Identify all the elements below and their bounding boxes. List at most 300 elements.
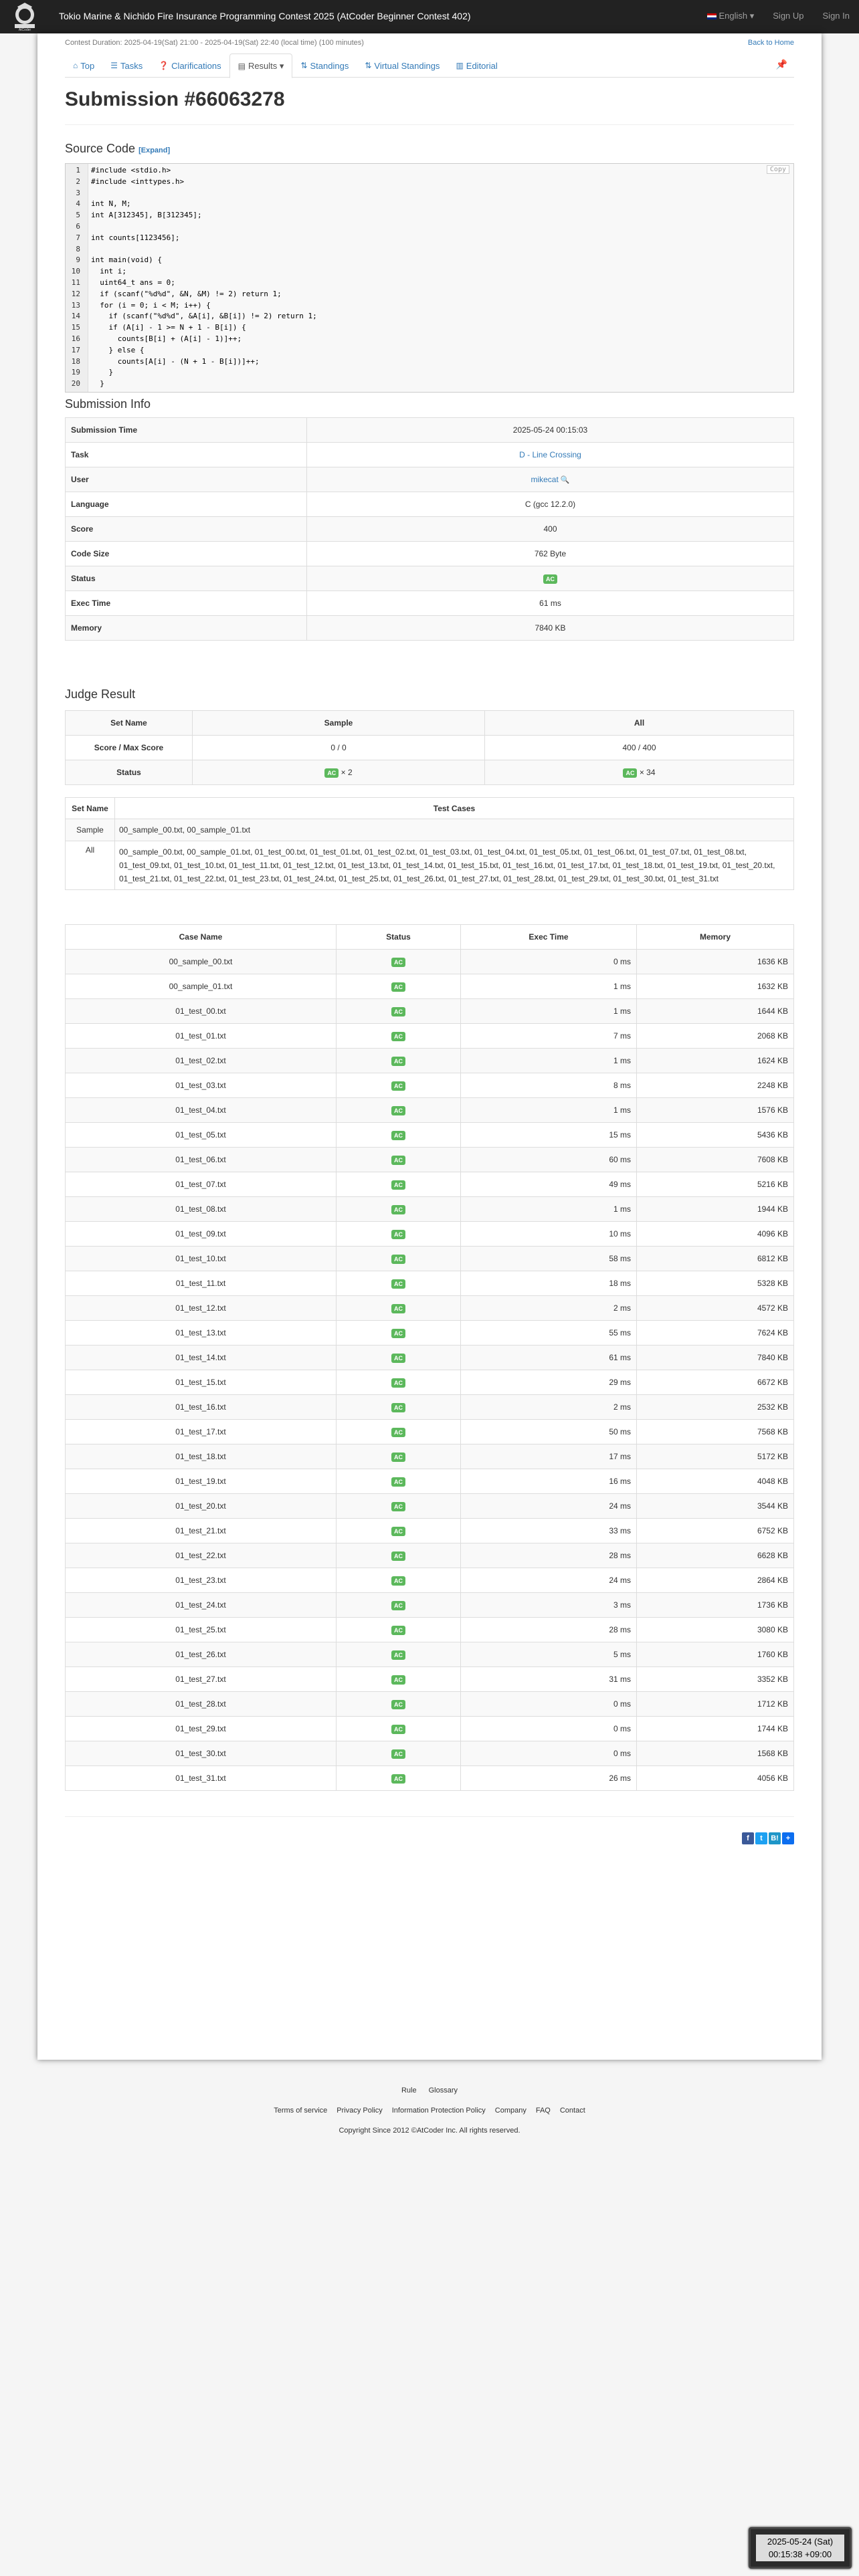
case-memory: 4572 KB: [637, 1296, 794, 1321]
sort-icon: ⇅: [300, 61, 308, 70]
ac-badge[interactable]: AC: [391, 958, 405, 967]
case-name: 01_test_31.txt: [66, 1766, 337, 1791]
line-number: 1: [76, 166, 80, 175]
code-text: if (A[i] - 1 >= N + 1 - B[i]) {: [91, 323, 246, 332]
case-memory: 6628 KB: [637, 1543, 794, 1568]
ac-badge[interactable]: AC: [391, 1255, 405, 1264]
table-row: [66, 418, 794, 443]
ac-badge[interactable]: AC: [391, 1180, 405, 1190]
case-name: 01_test_30.txt: [66, 1741, 337, 1766]
language-dropdown[interactable]: English ▾: [707, 11, 754, 21]
case-status: [337, 1222, 461, 1247]
table-header: Status: [337, 925, 461, 950]
case-name: 01_test_23.txt: [66, 1568, 337, 1593]
case-exec-time: 2 ms: [461, 1296, 637, 1321]
ac-badge[interactable]: AC: [391, 1354, 405, 1363]
svg-text:AtCoder: AtCoder: [18, 28, 31, 32]
case-status: [337, 1741, 461, 1766]
info-value: [307, 443, 794, 467]
table-row: [66, 1568, 794, 1593]
line-number: 4: [76, 199, 80, 209]
code-text: counts[A[i] - (N + 1 - B[i])]++;: [91, 356, 260, 366]
table-row: [66, 999, 794, 1024]
table-row: [66, 566, 794, 591]
table-row: [66, 1395, 794, 1420]
case-memory: 2068 KB: [637, 1024, 794, 1049]
code-line: [66, 278, 793, 288]
case-memory: 7608 KB: [637, 1148, 794, 1172]
code-text: }: [91, 379, 104, 389]
case-status: [337, 974, 461, 999]
ac-badge[interactable]: AC: [391, 1205, 405, 1214]
case-memory: 3352 KB: [637, 1667, 794, 1692]
code-text: int counts[1123456];: [91, 233, 180, 242]
case-exec-time: 61 ms: [461, 1346, 637, 1370]
footer-link-company[interactable]: Company: [494, 2107, 527, 2115]
case-status: [337, 1049, 461, 1073]
case-exec-time: 0 ms: [461, 1717, 637, 1741]
case-memory: 5172 KB: [637, 1444, 794, 1469]
status-all: AC × 34: [485, 760, 794, 785]
ac-badge[interactable]: AC: [623, 768, 637, 778]
top-navbar: [0, 0, 859, 33]
footer-link-contact[interactable]: Contact: [559, 2107, 585, 2115]
user-link[interactable]: mikecat: [531, 475, 559, 484]
case-name: 01_test_22.txt: [66, 1543, 337, 1568]
tab-results[interactable]: ▤ Results ▾: [229, 53, 293, 78]
footer-links-secondary: [0, 2107, 859, 2115]
tab-tasks[interactable]: ☰ Tasks: [110, 60, 143, 71]
info-value: 61 ms: [307, 591, 794, 616]
line-number: 8: [76, 244, 80, 253]
book-icon: ▥: [456, 61, 464, 70]
case-status: [337, 1197, 461, 1222]
case-exec-time: 8 ms: [461, 1073, 637, 1098]
table-row: [66, 1494, 794, 1519]
case-status: [337, 1370, 461, 1395]
set-name: All: [66, 841, 115, 890]
table-header-row: [66, 798, 794, 819]
case-exec-time: 0 ms: [461, 1741, 637, 1766]
table-row: [66, 974, 794, 999]
test-set-table: [65, 797, 794, 890]
info-label: Task: [66, 443, 307, 467]
case-status: [337, 1420, 461, 1444]
status-sample: AC × 2: [193, 760, 485, 785]
table-row: [66, 1642, 794, 1667]
ac-badge[interactable]: AC: [391, 1749, 405, 1759]
code-text: uint64_t ans = 0;: [91, 278, 175, 287]
code-line: [66, 379, 793, 389]
table-row: [66, 1123, 794, 1148]
case-exec-time: 15 ms: [461, 1123, 637, 1148]
code-line: [66, 177, 793, 187]
table-row: [66, 1098, 794, 1123]
line-number: 3: [76, 188, 80, 197]
case-status: [337, 1073, 461, 1098]
line-number: 2: [76, 177, 80, 186]
info-label: Submission Time: [66, 418, 307, 443]
ac-badge[interactable]: AC: [391, 1081, 405, 1091]
ac-badge[interactable]: AC: [391, 1502, 405, 1511]
tab-clarifications[interactable]: ❓ Clarifications: [159, 60, 221, 71]
code-line: [66, 346, 793, 355]
hatena-icon[interactable]: B!: [769, 1832, 781, 1844]
footer-link-glossary[interactable]: Glossary: [428, 2086, 458, 2095]
table-row: [66, 1420, 794, 1444]
ac-badge[interactable]: AC: [391, 1774, 405, 1784]
twitter-icon[interactable]: t: [755, 1832, 767, 1844]
code-line: [66, 323, 793, 332]
ac-badge[interactable]: AC: [391, 1304, 405, 1313]
code-line: [66, 357, 793, 366]
code-line: [66, 255, 793, 265]
case-status: [337, 1098, 461, 1123]
table-row: [66, 819, 794, 841]
table-row: [66, 1370, 794, 1395]
main-container: [37, 33, 822, 2060]
case-exec-time: 29 ms: [461, 1370, 637, 1395]
table-row: [66, 1049, 794, 1073]
case-status: [337, 1642, 461, 1667]
book-icon: ▤: [237, 61, 246, 71]
case-name: 00_sample_01.txt: [66, 974, 337, 999]
clock-time: 00:15:38 +09:00: [768, 2549, 832, 2559]
case-memory: 1568 KB: [637, 1741, 794, 1766]
case-exec-time: 5 ms: [461, 1642, 637, 1667]
source-code-box: [65, 163, 794, 393]
row-label: Status: [66, 760, 193, 785]
table-row: [66, 1346, 794, 1370]
case-name: 01_test_10.txt: [66, 1247, 337, 1271]
table-header-row: [66, 711, 794, 736]
contest-nav-tabs: [65, 53, 794, 78]
footer-link-faq[interactable]: FAQ: [535, 2107, 551, 2115]
ac-badge[interactable]: AC: [391, 1156, 405, 1165]
ac-badge[interactable]: AC: [391, 1378, 405, 1388]
table-header: All: [485, 711, 794, 736]
copyright: Copyright Since 2012 ©AtCoder Inc. All rights reserved.: [339, 2127, 520, 2135]
case-exec-time: 1 ms: [461, 1197, 637, 1222]
case-name: 01_test_20.txt: [66, 1494, 337, 1519]
ac-badge[interactable]: AC: [391, 1601, 405, 1610]
info-value: [307, 467, 794, 492]
case-name: 01_test_07.txt: [66, 1172, 337, 1197]
score-sample: 0 / 0: [193, 736, 485, 760]
table-row: [66, 1618, 794, 1642]
case-exec-time: 1 ms: [461, 999, 637, 1024]
table-row: [66, 1271, 794, 1296]
back-home-link[interactable]: Back to Home: [747, 39, 794, 47]
footer-links-primary: [0, 2086, 859, 2095]
ac-badge[interactable]: AC: [391, 1650, 405, 1660]
search-icon[interactable]: 🔍: [558, 476, 570, 484]
table-row: [66, 1766, 794, 1791]
line-number: 10: [71, 267, 80, 276]
case-exec-time: 17 ms: [461, 1444, 637, 1469]
case-status: [337, 1024, 461, 1049]
ac-badge[interactable]: AC: [391, 1428, 405, 1437]
code-text: int N, M;: [91, 199, 131, 209]
ac-badge[interactable]: AC: [391, 1329, 405, 1338]
table-header: Sample: [193, 711, 485, 736]
case-status: [337, 1123, 461, 1148]
case-name: 01_test_16.txt: [66, 1395, 337, 1420]
ac-badge[interactable]: AC: [391, 1106, 405, 1115]
source-code-heading: Source Code [Expand]: [65, 142, 171, 155]
tab-editorial[interactable]: ▥ Editorial: [456, 60, 498, 71]
share-plus-icon[interactable]: +: [782, 1832, 794, 1844]
table-row: [66, 1692, 794, 1717]
case-memory: 4048 KB: [637, 1469, 794, 1494]
case-status: [337, 1346, 461, 1370]
ac-badge[interactable]: AC: [391, 1700, 405, 1709]
copy-button[interactable]: Copy: [767, 165, 789, 174]
atcoder-logo[interactable]: [8, 1, 41, 32]
code-line: [66, 166, 793, 175]
info-value: [307, 566, 794, 591]
case-status: [337, 1618, 461, 1642]
line-number: 12: [71, 289, 80, 298]
case-status: [337, 950, 461, 974]
case-memory: 1632 KB: [637, 974, 794, 999]
code-line: [66, 199, 793, 209]
code-line: [66, 312, 793, 321]
case-exec-time: 49 ms: [461, 1172, 637, 1197]
line-number: 16: [71, 334, 80, 343]
code-line: [66, 189, 793, 198]
sort-icon: ⇅: [365, 61, 372, 70]
expand-link[interactable]: [Expand]: [138, 146, 171, 154]
divider: [65, 1816, 794, 1817]
code-line: [66, 267, 793, 276]
divider: [65, 124, 794, 125]
ac-badge[interactable]: AC: [391, 1057, 405, 1066]
case-name: 01_test_15.txt: [66, 1370, 337, 1395]
line-number: 6: [76, 222, 80, 231]
case-memory: 2532 KB: [637, 1395, 794, 1420]
case-status: [337, 1766, 461, 1791]
uk-flag-icon: [707, 13, 717, 19]
table-row: [66, 1543, 794, 1568]
ac-badge[interactable]: AC: [391, 1032, 405, 1041]
case-memory: 5436 KB: [637, 1123, 794, 1148]
code-line: [66, 233, 793, 243]
case-name: 01_test_26.txt: [66, 1642, 337, 1667]
ac-badge[interactable]: AC: [391, 1403, 405, 1412]
code-line: [66, 290, 793, 299]
case-exec-time: 28 ms: [461, 1543, 637, 1568]
table-header: Set Name: [66, 798, 115, 819]
case-memory: 7624 KB: [637, 1321, 794, 1346]
code-text: for (i = 0; i < M; i++) {: [91, 300, 211, 310]
score-all: 400 / 400: [485, 736, 794, 760]
table-header: Case Name: [66, 925, 337, 950]
line-number: 13: [71, 300, 80, 310]
case-name: 01_test_01.txt: [66, 1024, 337, 1049]
footer-link-rule[interactable]: Rule: [401, 2086, 417, 2095]
table-row: [66, 517, 794, 542]
case-memory: 7840 KB: [637, 1346, 794, 1370]
case-exec-time: 28 ms: [461, 1618, 637, 1642]
case-name: 01_test_13.txt: [66, 1321, 337, 1346]
case-name: 01_test_05.txt: [66, 1123, 337, 1148]
ac-badge[interactable]: AC: [391, 982, 405, 992]
case-name: 00_sample_00.txt: [66, 950, 337, 974]
case-memory: 2248 KB: [637, 1073, 794, 1098]
table-row: [66, 1321, 794, 1346]
case-name: 01_test_11.txt: [66, 1271, 337, 1296]
case-name: 01_test_14.txt: [66, 1346, 337, 1370]
case-status: [337, 1519, 461, 1543]
ac-badge[interactable]: AC: [543, 574, 557, 584]
case-name: 01_test_06.txt: [66, 1148, 337, 1172]
case-name: 01_test_04.txt: [66, 1098, 337, 1123]
facebook-icon[interactable]: f: [742, 1832, 754, 1844]
case-exec-time: 24 ms: [461, 1568, 637, 1593]
info-label: Score: [66, 517, 307, 542]
clock-date: 2025-05-24 (Sat): [767, 2537, 834, 2547]
table-row: [66, 1469, 794, 1494]
page-title: Submission #66063278: [65, 88, 285, 110]
table-row: [66, 542, 794, 566]
case-memory: 3544 KB: [637, 1494, 794, 1519]
info-value: 762 Byte: [307, 542, 794, 566]
submission-info-heading: Submission Info: [65, 397, 151, 411]
case-memory: 6672 KB: [637, 1370, 794, 1395]
contest-duration: Contest Duration: 2025-04-19(Sat) 21:00 - 2025-04-19(Sat) 22:40 (local time) (100 minutes): [65, 39, 364, 47]
share-buttons: [742, 1832, 794, 1844]
ac-badge[interactable]: AC: [391, 1626, 405, 1635]
table-row: [66, 1519, 794, 1543]
info-value: 400: [307, 517, 794, 542]
case-name: 01_test_12.txt: [66, 1296, 337, 1321]
code-line: [66, 222, 793, 231]
table-row: [66, 1444, 794, 1469]
clock-display: [756, 2535, 844, 2561]
info-label: Status: [66, 566, 307, 591]
ac-badge[interactable]: AC: [391, 1725, 405, 1734]
case-exec-time: 0 ms: [461, 950, 637, 974]
tab-standings[interactable]: ⇅ Standings: [300, 60, 349, 71]
case-status: [337, 1247, 461, 1271]
ac-badge[interactable]: AC: [324, 768, 339, 778]
case-status: [337, 1148, 461, 1172]
case-memory: 1624 KB: [637, 1049, 794, 1073]
test-cases: 00_sample_00.txt, 00_sample_01.txt: [115, 819, 794, 841]
footer-link-terms[interactable]: Terms of service: [274, 2107, 328, 2115]
tab-virtual-standings[interactable]: ⇅ Virtual Standings: [365, 60, 440, 71]
ac-badge[interactable]: AC: [391, 1576, 405, 1586]
table-header: Exec Time: [461, 925, 637, 950]
contest-title[interactable]: Tokio Marine & Nichido Fire Insurance Programming Contest 2025 (AtCoder Beginner Contest 402): [59, 11, 471, 21]
ac-badge[interactable]: AC: [391, 1007, 405, 1016]
case-memory: 6812 KB: [637, 1247, 794, 1271]
case-exec-time: 7 ms: [461, 1024, 637, 1049]
case-name: 01_test_03.txt: [66, 1073, 337, 1098]
pin-icon[interactable]: 📌: [775, 59, 787, 70]
case-status: [337, 999, 461, 1024]
row-label: Score / Max Score: [66, 736, 193, 760]
case-status: [337, 1395, 461, 1420]
footer-link-info-protection[interactable]: Information Protection Policy: [391, 2107, 486, 2115]
sign-in-link[interactable]: Sign In: [822, 11, 850, 21]
table-row: [66, 1148, 794, 1172]
sign-up-link[interactable]: Sign Up: [773, 11, 804, 21]
ac-badge[interactable]: AC: [391, 1527, 405, 1536]
case-name: 01_test_21.txt: [66, 1519, 337, 1543]
line-number: 11: [71, 278, 80, 287]
case-memory: 6752 KB: [637, 1519, 794, 1543]
table-row: [66, 1667, 794, 1692]
submission-info-table: [65, 417, 794, 641]
table-header-row: [66, 925, 794, 950]
code-text: int A[312345], B[312345];: [91, 211, 202, 220]
case-name: 01_test_19.txt: [66, 1469, 337, 1494]
code-text: int i;: [91, 267, 126, 276]
info-value: C (gcc 12.2.0): [307, 492, 794, 517]
case-status: [337, 1494, 461, 1519]
case-exec-time: 1 ms: [461, 974, 637, 999]
case-status: [337, 1444, 461, 1469]
ac-badge[interactable]: AC: [391, 1477, 405, 1487]
tab-top[interactable]: ⌂ Top: [73, 60, 95, 71]
footer-link-privacy[interactable]: Privacy Policy: [337, 2107, 383, 2115]
table-row: [66, 591, 794, 616]
case-memory: 1644 KB: [637, 999, 794, 1024]
code-text: } else {: [91, 345, 145, 354]
info-label: Language: [66, 492, 307, 517]
task-link[interactable]: D - Line Crossing: [519, 450, 581, 459]
case-memory: 4056 KB: [637, 1766, 794, 1791]
home-icon: ⌂: [73, 61, 78, 70]
case-exec-time: 33 ms: [461, 1519, 637, 1543]
table-row: [66, 950, 794, 974]
table-row: [66, 1296, 794, 1321]
table-row: [66, 1593, 794, 1618]
case-name: 01_test_09.txt: [66, 1222, 337, 1247]
case-status: [337, 1469, 461, 1494]
case-memory: 2864 KB: [637, 1568, 794, 1593]
table-row: [66, 1073, 794, 1098]
line-number: 7: [76, 233, 80, 242]
ac-badge[interactable]: AC: [391, 1675, 405, 1685]
case-memory: 7568 KB: [637, 1420, 794, 1444]
code-text: int main(void) {: [91, 255, 162, 265]
table-row: [66, 1741, 794, 1766]
ac-badge[interactable]: AC: [391, 1131, 405, 1140]
case-name: 01_test_08.txt: [66, 1197, 337, 1222]
case-name: 01_test_02.txt: [66, 1049, 337, 1073]
case-exec-time: 24 ms: [461, 1494, 637, 1519]
table-row: [66, 1172, 794, 1197]
ac-badge[interactable]: AC: [391, 1551, 405, 1561]
table-row: [66, 1247, 794, 1271]
case-memory: 1760 KB: [637, 1642, 794, 1667]
topbar-right: [707, 11, 850, 21]
ac-badge[interactable]: AC: [391, 1453, 405, 1462]
case-memory: 1636 KB: [637, 950, 794, 974]
case-name: 01_test_17.txt: [66, 1420, 337, 1444]
line-number: 19: [71, 368, 80, 377]
case-name: 01_test_28.txt: [66, 1692, 337, 1717]
case-memory: 1712 KB: [637, 1692, 794, 1717]
ac-badge[interactable]: AC: [391, 1279, 405, 1289]
set-name: Sample: [66, 819, 115, 841]
table-row: [66, 736, 794, 760]
case-exec-time: 18 ms: [461, 1271, 637, 1296]
ac-badge[interactable]: AC: [391, 1230, 405, 1239]
